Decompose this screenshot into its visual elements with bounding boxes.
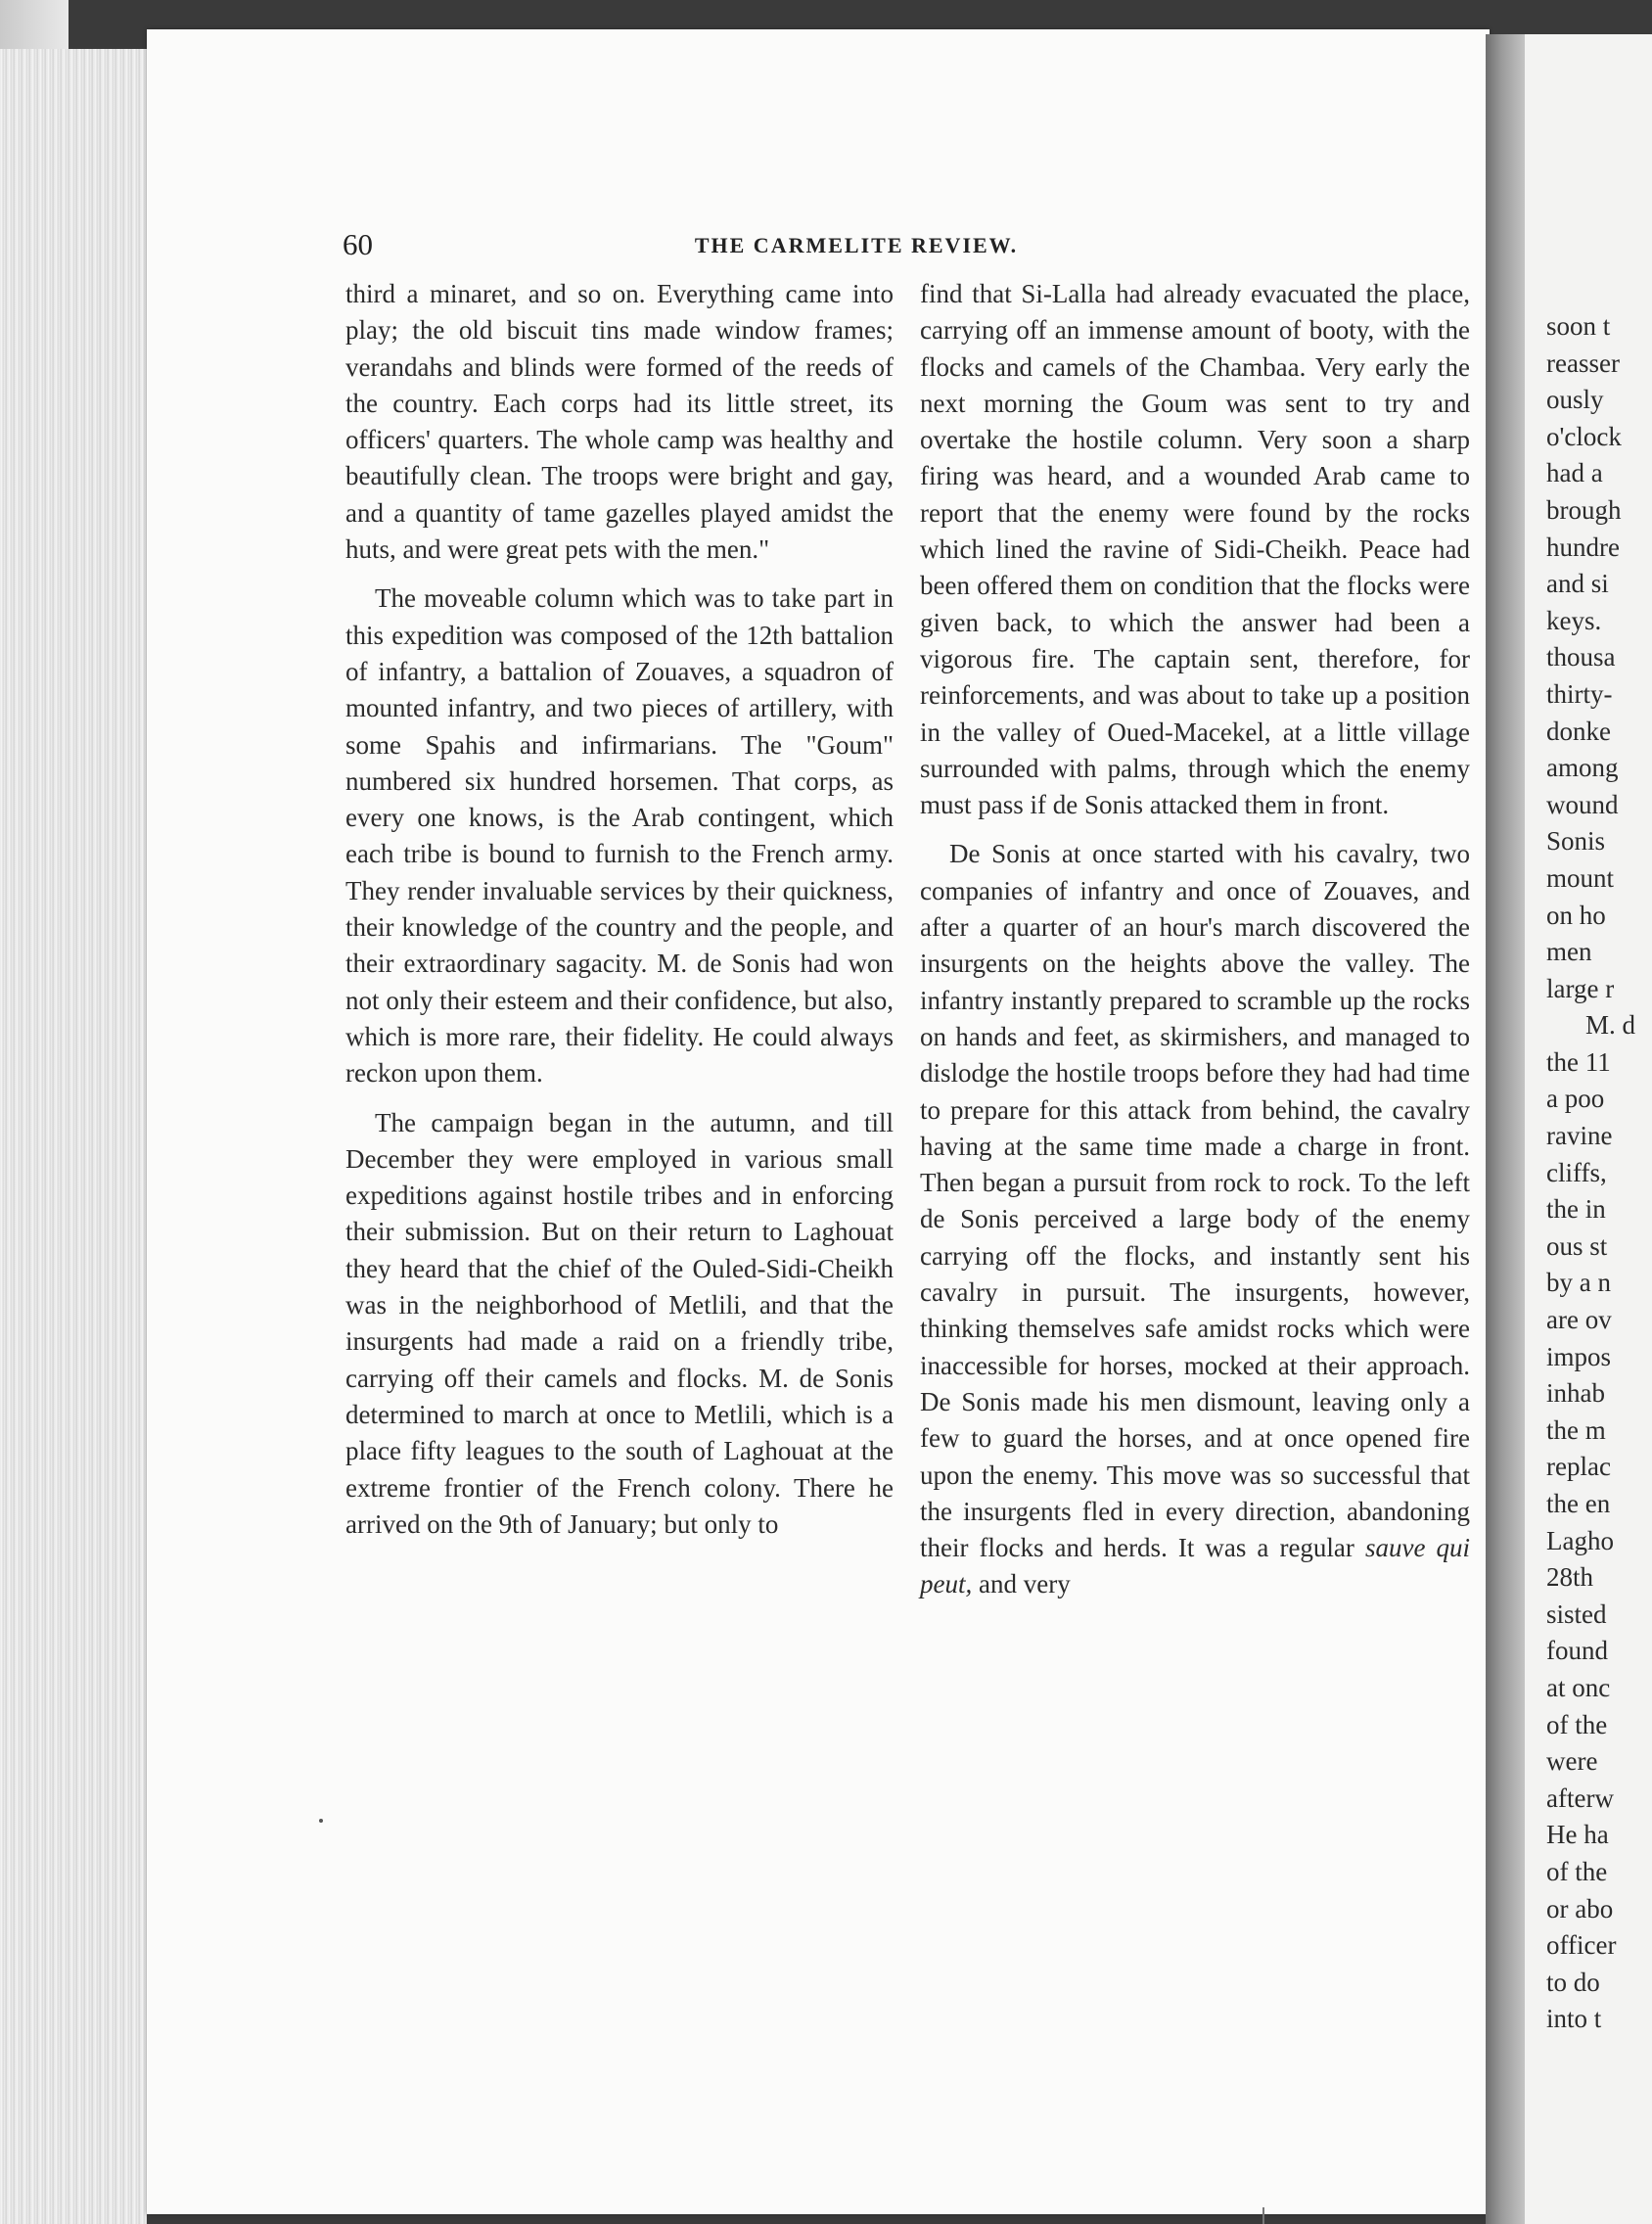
- next-page-line-fragment: ravine: [1546, 1121, 1613, 1151]
- next-page-line-fragment: of the: [1546, 1856, 1608, 1886]
- next-page-edge: [1525, 34, 1652, 2224]
- paragraph: The moveable column which was to take part in this expedition was composed of the 12th battalion of infantry, a battalion of Zouaves, a squadron of mounted infantry, and two pieces of artillery, with some Spahis and infirmarians. The "Goum" numbered six hundred horsemen. That corps, as every one knows, is the Arab contingent, which each tribe is bound to furnish to the French army. They render invaluable services by their quickness, their knowledge of the country and the people, and their extraordinary sagacity. M. de Sonis had won not only their esteem and their confidence, but also, which is more rare, their fidelity. He could always reckon upon them.: [345, 583, 894, 1089]
- next-page-line-fragment: afterw: [1546, 1783, 1614, 1813]
- next-page-line-fragment: of the: [1546, 1709, 1608, 1739]
- paragraph: third a minaret, and so on. Everything came into play; the old biscuit tins made window frames; verandahs and blinds were formed of the reeds of the country. Each corps had its little street, its officers' quarters. The whole camp was healthy and beautifully clean. The troops were bright and gay, and a quantity of tame gazelles played amidst the huts, and were great pets with the men.": [345, 279, 894, 565]
- next-page-line-fragment: were: [1546, 1746, 1598, 1777]
- next-page-line-fragment: wound: [1546, 789, 1619, 819]
- next-page-line-fragment: cliffs,: [1546, 1157, 1607, 1187]
- next-page-line-fragment: officer: [1546, 1930, 1617, 1961]
- running-title: THE CARMELITE REVIEW.: [694, 233, 1019, 257]
- next-page-line-fragment: into t: [1546, 2004, 1602, 2034]
- next-page-line-fragment: are ov: [1546, 1305, 1612, 1335]
- next-page-line-fragment: soon t: [1546, 311, 1611, 341]
- page-header: [343, 227, 1370, 266]
- next-page-line-fragment: brough: [1546, 494, 1622, 525]
- next-page-line-fragment: 28th: [1546, 1562, 1594, 1593]
- ink-mark: [1262, 2207, 1264, 2224]
- next-page-line-fragment: replac: [1546, 1452, 1611, 1482]
- next-page-line-fragment: thirty-: [1546, 678, 1613, 709]
- next-page-line-fragment: impos: [1546, 1341, 1612, 1371]
- next-page-line-fragment: ously: [1546, 385, 1604, 415]
- next-page-line-fragment: large r: [1546, 973, 1615, 1003]
- next-page-line-fragment: He ha: [1546, 1820, 1609, 1850]
- next-page-line-fragment: o'clock: [1546, 421, 1622, 451]
- next-page-line-fragment: the m: [1546, 1414, 1606, 1445]
- next-page-line-fragment: the 11: [1546, 1046, 1611, 1077]
- next-page-line-fragment: or abo: [1546, 1893, 1614, 1923]
- page-number: 60: [343, 227, 373, 261]
- next-page-line-fragment: to do: [1546, 1967, 1600, 1997]
- next-page-line-fragment: on ho: [1546, 900, 1606, 930]
- next-page-line-fragment: a poo: [1546, 1084, 1605, 1114]
- next-page-line-fragment: Sonis: [1546, 826, 1606, 857]
- next-page-line-fragment: among: [1546, 753, 1619, 783]
- next-page-line-fragment: had a: [1546, 458, 1603, 488]
- italic-phrase: sauve qui peut,: [920, 1533, 1470, 1599]
- paragraph: find that Si-Lalla had already evacuated the place, carrying off an immense amount of booty, with the flocks and camels of the Chambaa. Very early the next morning the Goum was sent to try and overtake the hostile column. Very soon a sharp firing was heard, and a wounded Arab came to report that the enemy were found by the rocks which lined the ravine of Sidi-Cheikh. Peace had been offered them on condition that the flocks were given back, to which the answer had been a vigorous fire. The captain sent, therefore, for reinforcements, and was about to take up a position in the valley of Oued-Macekel, at a little village surrounded with palms, through which the enemy must pass if de Sonis attacked them in front.: [920, 279, 1470, 820]
- ink-speck: [319, 1819, 323, 1823]
- next-page-line-fragment: sisted: [1546, 1598, 1607, 1629]
- next-page-line-fragment: keys.: [1546, 605, 1602, 635]
- paragraph: [920, 836, 1470, 1602]
- paragraph-text: De Sonis at once started with his cavalry, two companies of infantry and once of Zouaves, and after a quarter of an hour's march discovered the insurgents on the heights above the valley. The infantry instantly prepared to scramble up the rocks on hands and feet, as skirmishers, and managed to dislodge the hostile troops before they had had time to prepare for this attack from behind, the cavalry having at the same time made a charge in front. Then began a pursuit from rock to rock. To the left de Sonis perceived a large body of the enemy carrying off the flocks, and instantly sent his cavalry in pursuit. The insurgents, however, thinking themselves safe amidst rocks which were inaccessible for horses, mocked at their approach. De Sonis made his men dismount, leaving only a few to guard the horses, and at once opened fire upon the enemy. This move was so successful that the insurgents fled in every direction, abandoning their flocks and herds. It was a regular: [920, 839, 1470, 1563]
- next-page-line-fragment: ous st: [1546, 1230, 1608, 1261]
- next-page-line-fragment: and si: [1546, 569, 1609, 599]
- next-page-line-fragment: men: [1546, 937, 1592, 967]
- binding-gutter: [1486, 34, 1525, 2224]
- left-text-column: [345, 276, 894, 1543]
- next-page-line-fragment: thousa: [1546, 642, 1616, 672]
- next-page-line-fragment: the en: [1546, 1489, 1611, 1518]
- next-page-line-fragment: mount: [1546, 862, 1615, 893]
- next-page-line-fragment: found: [1546, 1636, 1608, 1666]
- next-page-line-fragment: donke: [1546, 716, 1611, 746]
- next-page-line-fragment: hundre: [1546, 532, 1620, 562]
- next-page-text-fragments: [1546, 308, 1652, 2038]
- next-page-line-fragment: at onc: [1546, 1672, 1611, 1702]
- next-page-line-fragment: M. d: [1585, 1010, 1636, 1041]
- next-page-line-fragment: Lagho: [1546, 1525, 1614, 1555]
- paragraph: The campaign began in the autumn, and till December they were employed in various small expeditions against hostile tribes and in enforcing their submission. But on their return to Laghouat they heard that the chief of the Ouled-Sidi-Cheikh was in the neighborhood of Metlili, and that the insurgents had made a raid on a friendly tribe, carrying off their camels and flocks. M. de Sonis determined to march at once to Metlili, which is a place fifty leagues to the south of Laghouat at the extreme frontier of the French colony. There he arrived on the 9th of January; but only to: [345, 1107, 894, 1539]
- next-page-line-fragment: inhab: [1546, 1378, 1605, 1409]
- next-page-line-fragment: the in: [1546, 1194, 1606, 1225]
- right-text-column: [920, 276, 1470, 1603]
- next-page-line-fragment: reasser: [1546, 348, 1620, 378]
- page-stack-edge: [0, 49, 147, 2224]
- paragraph-text-end: and very: [972, 1569, 1071, 1599]
- next-page-line-fragment: by a n: [1546, 1268, 1611, 1298]
